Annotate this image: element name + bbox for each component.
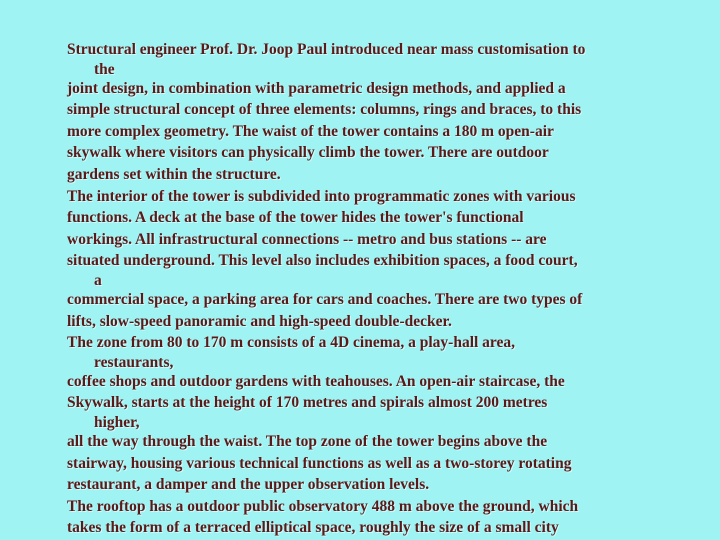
text-line: joint design, in combination with parametric design methods, and applied a (67, 79, 566, 97)
text-line: more complex geometry. The waist of the tower contains a 180 m open-air (67, 122, 554, 140)
text-line: gardens set within the structure. (67, 165, 281, 183)
text-line: functions. A deck at the base of the tower hides the tower's functional (67, 209, 524, 227)
text-line: skywalk where visitors can physically climb the tower. There are outdoor (67, 144, 549, 162)
text-line: Skywalk, starts at the height of 170 metres and spirals almost 200 metres (67, 394, 548, 412)
text-line: Structural engineer Prof. Dr. Joop Paul introduced near mass customisation to (67, 41, 586, 58)
text-line: higher, (94, 413, 140, 431)
text-line: restaurant, a damper and the upper observation levels. (67, 476, 430, 494)
text-line: The interior of the tower is subdivided into programmatic zones with various (67, 187, 576, 205)
text-line: situated underground. This level also includes exhibition spaces, a food court, (67, 252, 578, 270)
text-line: simple structural concept of three elements: columns, rings and braces, to this (67, 101, 582, 119)
text-line: The rooftop has a outdoor public observatory 488 m above the ground, which (67, 497, 579, 515)
text-line: coffee shops and outdoor gardens with teahouses. An open-air staircase, the (67, 372, 565, 390)
text-line: The zone from 80 to 170 m consists of a 4D cinema, a play-hall area, (67, 334, 516, 352)
text-line: restaurants, (94, 353, 174, 371)
text-line: the (94, 60, 115, 78)
text-line: commercial space, a parking area for cars and coaches. There are two types of (67, 290, 583, 308)
body-text (67, 39, 697, 539)
text-line: all the way through the waist. The top zone of the tower begins above the (67, 432, 548, 450)
text-line: workings. All infrastructural connections -- metro and bus stations -- are (67, 230, 547, 248)
text-line: takes the form of a terraced elliptical space, roughly the size of a small city (67, 519, 559, 537)
text-line: a (94, 271, 102, 289)
text-line: stairway, housing various technical functions as well as a two-storey rotating (67, 454, 572, 472)
text-line: lifts, slow-speed panoramic and high-speed double-decker. (67, 312, 452, 330)
